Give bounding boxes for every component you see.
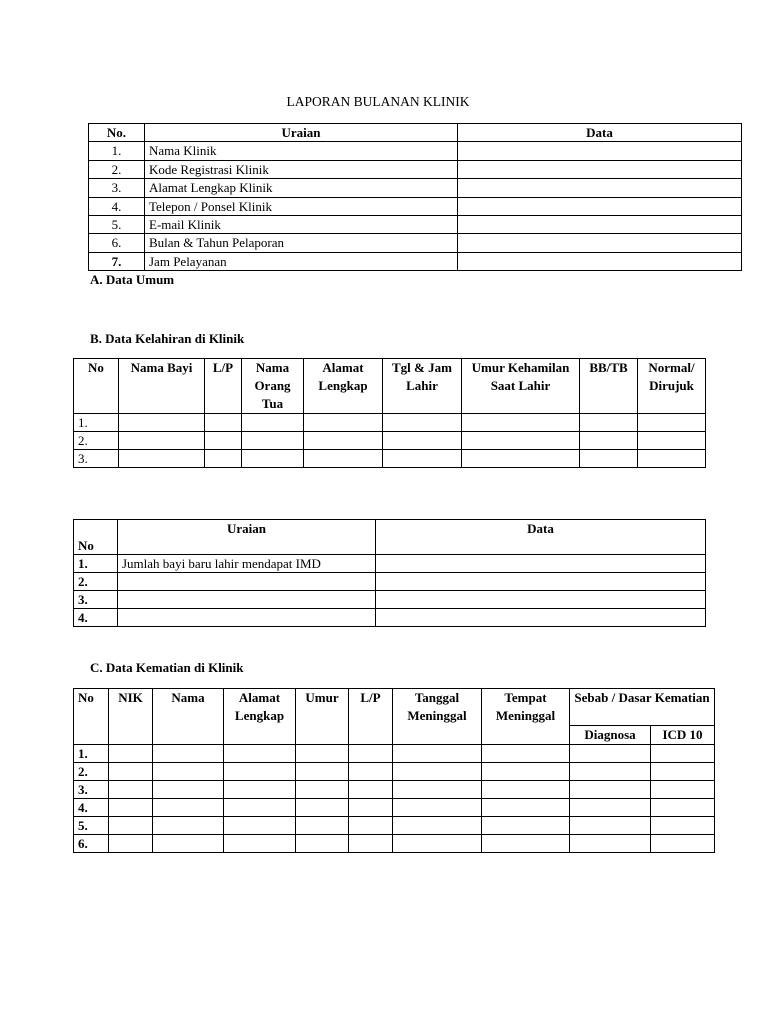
data-cell[interactable]	[482, 817, 570, 835]
data-cell[interactable]	[296, 835, 349, 853]
table-header-row	[74, 520, 706, 555]
data-cell[interactable]	[296, 763, 349, 781]
column-header: Data	[376, 520, 706, 555]
data-cell[interactable]	[205, 414, 242, 432]
row-number: 4.	[74, 799, 109, 817]
column-header: Normal/ Dirujuk	[638, 359, 706, 414]
clinic-info-table	[88, 123, 742, 271]
data-cell[interactable]	[393, 835, 482, 853]
birth-data-table	[73, 358, 706, 468]
row-number: 5.	[89, 215, 145, 233]
death-data-table	[73, 688, 715, 853]
table-row	[74, 609, 706, 627]
table-row	[89, 234, 742, 252]
data-cell[interactable]	[570, 763, 651, 781]
row-number: 3.	[74, 781, 109, 799]
data-cell[interactable]	[224, 817, 296, 835]
data-cell[interactable]	[393, 781, 482, 799]
imd-table	[73, 519, 706, 627]
table-row	[74, 763, 715, 781]
column-header: Umur Kehamilan Saat Lahir	[462, 359, 580, 414]
data-cell[interactable]	[570, 781, 651, 799]
data-cell[interactable]	[296, 781, 349, 799]
data-cell[interactable]	[570, 835, 651, 853]
data-cell[interactable]	[458, 197, 742, 215]
row-label	[118, 573, 376, 591]
row-label	[118, 591, 376, 609]
data-cell[interactable]	[376, 573, 706, 591]
data-cell[interactable]	[224, 745, 296, 763]
row-number: 4.	[89, 197, 145, 215]
data-cell[interactable]	[570, 799, 651, 817]
data-cell[interactable]	[109, 745, 153, 763]
column-header: Alamat Lengkap	[304, 359, 383, 414]
row-number: 2.	[74, 573, 118, 591]
row-label: Nama Klinik	[145, 142, 458, 160]
data-cell[interactable]	[296, 745, 349, 763]
row-label: Jumlah bayi baru lahir mendapat IMD	[118, 555, 376, 573]
data-cell[interactable]	[580, 450, 638, 468]
data-cell[interactable]	[349, 763, 393, 781]
data-cell[interactable]	[570, 817, 651, 835]
data-cell[interactable]	[349, 817, 393, 835]
column-header: Uraian	[145, 124, 458, 142]
section-c-heading: C. Data Kematian di Klinik	[90, 660, 244, 675]
column-header: L/P	[349, 689, 393, 745]
column-header: Tanggal Meninggal	[393, 689, 482, 745]
data-cell[interactable]	[570, 745, 651, 763]
data-cell[interactable]	[224, 835, 296, 853]
column-header: Tempat Meninggal	[482, 689, 570, 745]
data-cell[interactable]	[109, 835, 153, 853]
row-number: 2.	[89, 160, 145, 178]
data-cell[interactable]	[462, 450, 580, 468]
row-number: 1.	[74, 414, 119, 432]
row-number: 2.	[74, 763, 109, 781]
column-header: Alamat Lengkap	[224, 689, 296, 745]
row-number: 2.	[74, 432, 119, 450]
row-number: 3.	[89, 179, 145, 197]
data-cell[interactable]	[383, 414, 462, 432]
row-label: E-mail Klinik	[145, 215, 458, 233]
data-cell[interactable]	[458, 215, 742, 233]
data-cell[interactable]	[119, 450, 205, 468]
table-row	[74, 781, 715, 799]
table-row	[74, 573, 706, 591]
data-cell[interactable]	[109, 817, 153, 835]
data-cell[interactable]	[304, 450, 383, 468]
row-label: Bulan & Tahun Pelaporan	[145, 234, 458, 252]
data-cell[interactable]	[153, 835, 224, 853]
data-cell[interactable]	[482, 799, 570, 817]
column-header: No	[74, 520, 118, 555]
column-header: Nama Orang Tua	[242, 359, 304, 414]
data-cell[interactable]	[482, 835, 570, 853]
row-number: 3.	[74, 591, 118, 609]
column-header: No.	[89, 124, 145, 142]
data-cell[interactable]	[153, 763, 224, 781]
data-cell[interactable]	[458, 160, 742, 178]
table-row	[74, 555, 706, 573]
row-label	[118, 609, 376, 627]
table-header-row	[89, 124, 742, 142]
column-header: No	[74, 689, 109, 745]
data-cell[interactable]	[393, 745, 482, 763]
row-number: 1.	[74, 745, 109, 763]
data-cell[interactable]	[242, 432, 304, 450]
data-cell[interactable]	[349, 835, 393, 853]
data-cell[interactable]	[205, 450, 242, 468]
data-cell[interactable]	[651, 835, 715, 853]
data-cell[interactable]	[376, 591, 706, 609]
column-header: Tgl & Jam Lahir	[383, 359, 462, 414]
column-header: BB/TB	[580, 359, 638, 414]
data-cell[interactable]	[296, 817, 349, 835]
data-cell[interactable]	[462, 414, 580, 432]
table-row	[74, 414, 706, 432]
data-cell[interactable]	[349, 799, 393, 817]
table-row	[74, 799, 715, 817]
data-cell[interactable]	[393, 817, 482, 835]
data-cell[interactable]	[109, 781, 153, 799]
data-cell[interactable]	[651, 781, 715, 799]
column-header: Nama Bayi	[119, 359, 205, 414]
data-cell[interactable]	[458, 252, 742, 270]
data-cell[interactable]	[349, 745, 393, 763]
table-row	[74, 450, 706, 468]
table-row	[74, 432, 706, 450]
table-row	[89, 252, 742, 270]
data-cell[interactable]	[119, 432, 205, 450]
data-cell[interactable]	[349, 781, 393, 799]
data-cell[interactable]	[458, 179, 742, 197]
row-label: Jam Pelayanan	[145, 252, 458, 270]
table-row	[74, 835, 715, 853]
column-header: Uraian	[118, 520, 376, 555]
data-cell[interactable]	[458, 234, 742, 252]
table-row	[89, 160, 742, 178]
data-cell[interactable]	[651, 817, 715, 835]
data-cell[interactable]	[153, 745, 224, 763]
column-header: Sebab / Dasar Kematian	[570, 689, 715, 726]
data-cell[interactable]	[376, 609, 706, 627]
table-row	[74, 591, 706, 609]
data-cell[interactable]	[651, 763, 715, 781]
column-header: Umur	[296, 689, 349, 745]
table-header-row	[74, 689, 715, 726]
data-cell[interactable]	[304, 414, 383, 432]
data-cell[interactable]	[242, 450, 304, 468]
data-cell[interactable]	[482, 745, 570, 763]
table-header-row	[74, 359, 706, 414]
data-cell[interactable]	[376, 555, 706, 573]
section-a-heading: A. Data Umum	[90, 272, 175, 287]
data-cell[interactable]	[153, 781, 224, 799]
row-number: 6.	[74, 835, 109, 853]
row-label: Alamat Lengkap Klinik	[145, 179, 458, 197]
column-header: No	[74, 359, 119, 414]
data-cell[interactable]	[638, 414, 706, 432]
data-cell[interactable]	[638, 450, 706, 468]
row-number: 6.	[89, 234, 145, 252]
data-cell[interactable]	[393, 763, 482, 781]
row-number: 1.	[89, 142, 145, 160]
row-number: 1.	[74, 555, 118, 573]
data-cell[interactable]	[119, 414, 205, 432]
table-row	[89, 142, 742, 160]
data-cell[interactable]	[242, 414, 304, 432]
column-subheader: Diagnosa	[570, 726, 651, 745]
data-cell[interactable]	[482, 763, 570, 781]
column-header: Data	[458, 124, 742, 142]
data-cell[interactable]	[109, 799, 153, 817]
data-cell[interactable]	[383, 432, 462, 450]
row-number: 3.	[74, 450, 119, 468]
data-cell[interactable]	[224, 799, 296, 817]
column-header: Nama	[153, 689, 224, 745]
column-subheader: ICD 10	[651, 726, 715, 745]
data-cell[interactable]	[651, 745, 715, 763]
data-cell[interactable]	[383, 450, 462, 468]
table-row	[74, 745, 715, 763]
data-cell[interactable]	[153, 799, 224, 817]
data-cell[interactable]	[462, 432, 580, 450]
data-cell[interactable]	[638, 432, 706, 450]
page-title: LAPORAN BULANAN KLINIK	[286, 94, 470, 109]
data-cell[interactable]	[296, 799, 349, 817]
row-number: 7.	[89, 252, 145, 270]
data-cell[interactable]	[153, 817, 224, 835]
table-row	[89, 197, 742, 215]
table-row	[89, 215, 742, 233]
data-cell[interactable]	[224, 781, 296, 799]
data-cell[interactable]	[580, 432, 638, 450]
column-header: L/P	[205, 359, 242, 414]
data-cell[interactable]	[393, 799, 482, 817]
data-cell[interactable]	[224, 763, 296, 781]
data-cell[interactable]	[109, 763, 153, 781]
row-number: 5.	[74, 817, 109, 835]
data-cell[interactable]	[482, 781, 570, 799]
data-cell[interactable]	[651, 799, 715, 817]
data-cell[interactable]	[580, 414, 638, 432]
table-row	[89, 179, 742, 197]
data-cell[interactable]	[205, 432, 242, 450]
row-label: Telepon / Ponsel Klinik	[145, 197, 458, 215]
data-cell[interactable]	[458, 142, 742, 160]
column-header: NIK	[109, 689, 153, 745]
data-cell[interactable]	[304, 432, 383, 450]
row-number: 4.	[74, 609, 118, 627]
row-label: Kode Registrasi Klinik	[145, 160, 458, 178]
table-row	[74, 817, 715, 835]
section-b-heading: B. Data Kelahiran di Klinik	[90, 331, 245, 346]
